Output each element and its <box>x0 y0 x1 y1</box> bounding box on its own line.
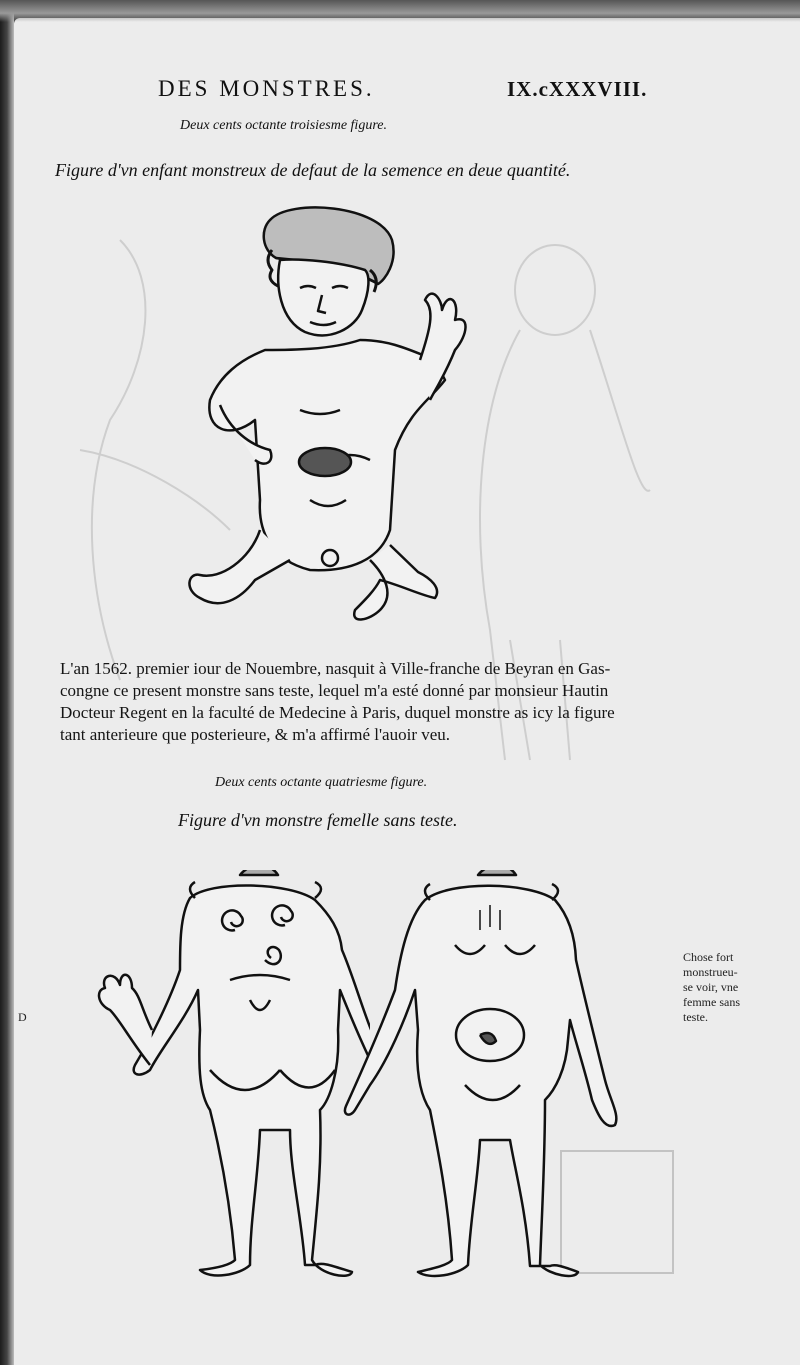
body-line: congne ce present monstre sans teste, lequel m'a esté donné par monsieur Hautin <box>60 681 609 700</box>
folio-number: IX.cXXXVIII. <box>507 77 648 101</box>
figure-283-number: Deux cents octante troisiesme figure. <box>180 118 387 133</box>
figure-283-title: Figure d'vn enfant monstreux de defaut de la semence en deue quantité. <box>55 160 571 180</box>
body-paragraph <box>60 658 676 746</box>
margin-note-line: femme sans <box>683 995 740 1009</box>
margin-note-line: se voir, vne <box>683 980 739 994</box>
running-title: DES MONSTRES. <box>158 76 375 101</box>
left-margin-mark: D <box>18 1010 27 1024</box>
page-top-shadow <box>0 0 800 22</box>
figure-284-number: Deux cents octante quatriesme figure. <box>215 775 428 790</box>
figure-284-title: Figure d'vn monstre femelle sans teste. <box>178 810 458 830</box>
margin-note-line: monstrueu- <box>683 965 738 979</box>
woodcut-deformed-child <box>180 200 480 630</box>
body-line: Docteur Regent en la faculté de Medecine à Paris, duquel monstre as icy la figure <box>60 703 615 722</box>
margin-note-line: Chose fort <box>683 950 734 964</box>
body-line: L'an 1562. premier iour de Nouembre, nasquit à Ville-franche de Beyran en Gas- <box>60 659 611 678</box>
margin-note <box>683 950 775 1025</box>
margin-note-line: teste. <box>683 1010 708 1024</box>
body-line: tant anterieure que posterieure, & m'a affirmé l'auoir veu. <box>60 725 451 744</box>
woodcut-headless-woman-back <box>90 870 370 1290</box>
woodcut-headless-woman-front <box>330 870 630 1290</box>
